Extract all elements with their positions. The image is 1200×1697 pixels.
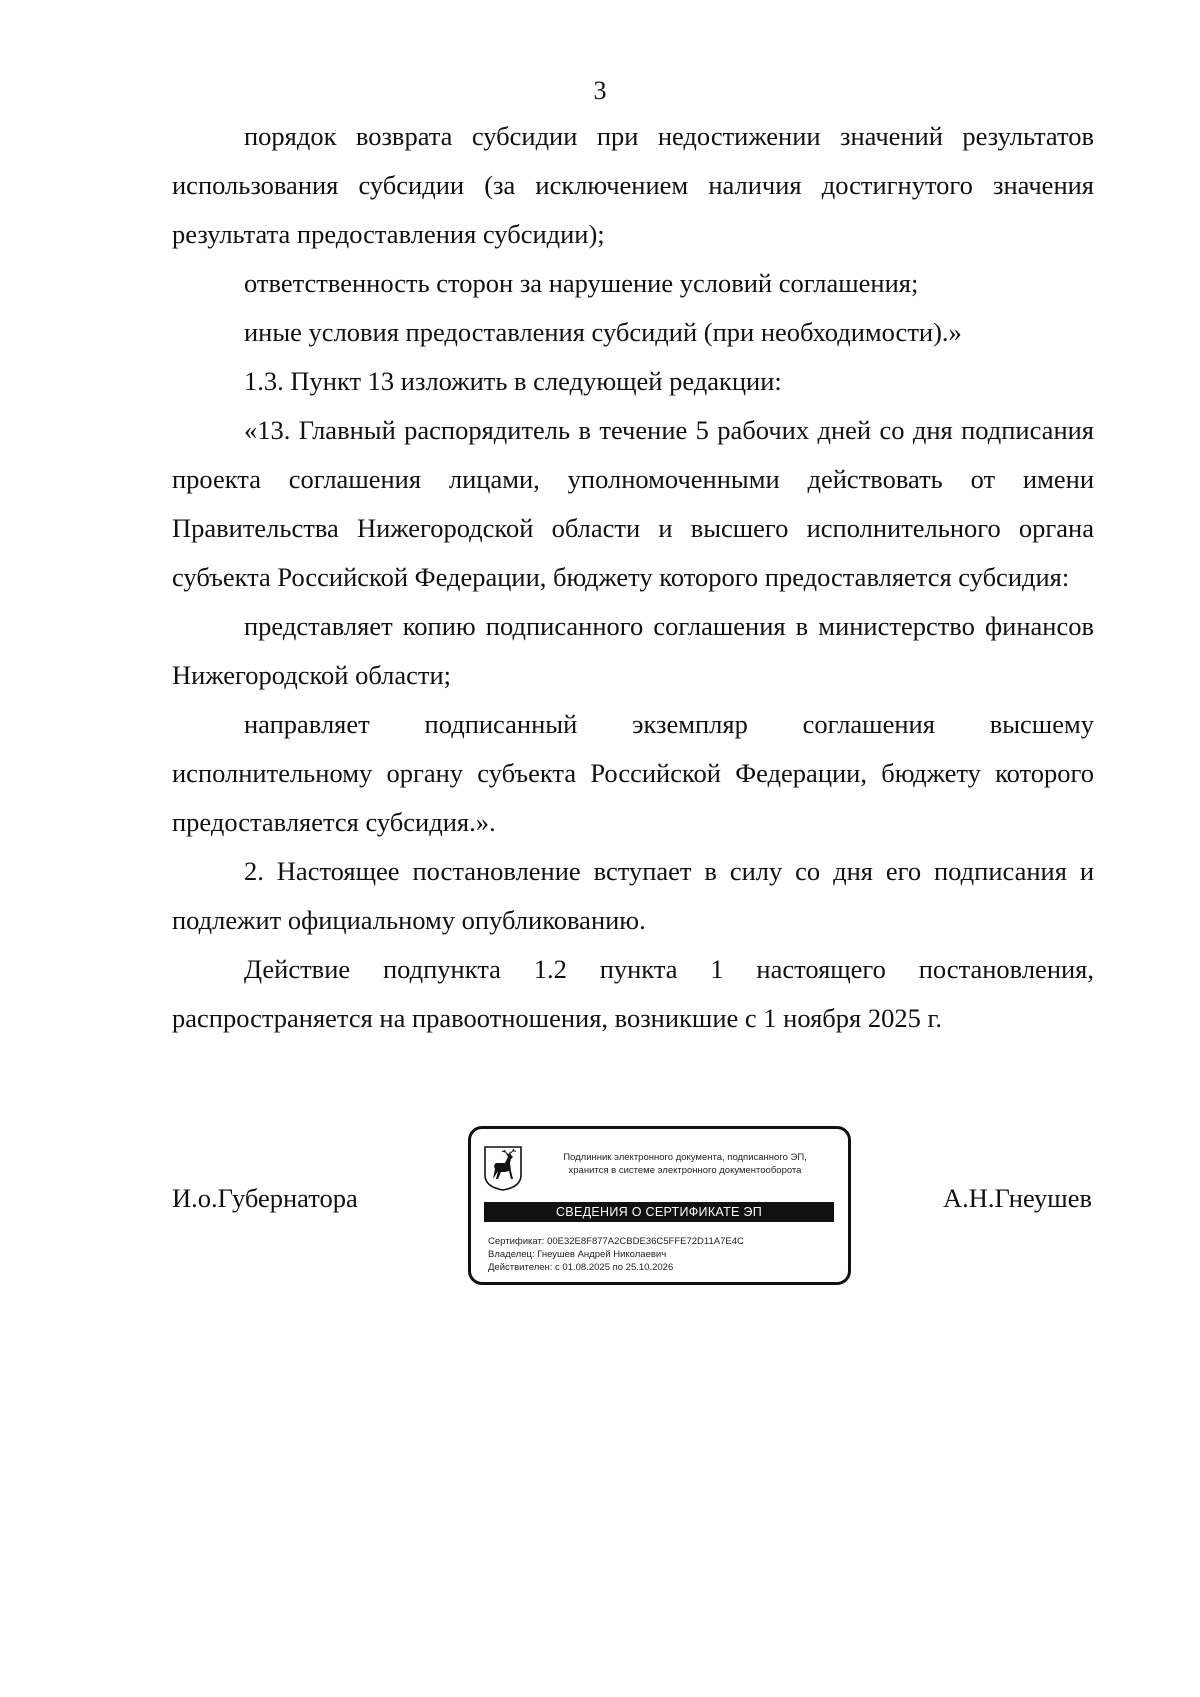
signatory-name: А.Н.Гнеушев [942,1183,1092,1213]
certificate-number: Сертификат: 00E32E8F877A2CBDE36C5FFE72D11A7E4C [488,1236,744,1247]
stamp-header-line: Подлинник электронного документа, подписанного ЭП, [563,1152,807,1163]
page-number: 3 [593,76,607,105]
paragraph: представляет копию подписанного соглашения в министерство финансов Нижегородской области; [172,611,1094,690]
signatory-position: И.о.Губернатора [172,1183,358,1213]
document-body [172,112,1094,1043]
paragraph: 1.3. Пункт 13 изложить в следующей редакции: [244,366,782,396]
certificate-owner: Владелец: Гнеушев Андрей Николаевич [488,1249,667,1260]
stamp-title-bar: СВЕДЕНИЯ О СЕРТИФИКАТЕ ЭП [484,1202,834,1222]
electronic-signature-stamp [468,1126,851,1285]
paragraph: направляет подписанный экземпляр соглашения высшему исполнительному органу субъекта Российской Федерации, бюджету которого предоставляется субсидия.». [172,709,1094,837]
paragraph: порядок возврата субсидии при недостижении значений результатов использования субсидии (за исключением наличия достигнутого значения результата предоставления субсидии); [172,121,1094,249]
stamp-details [488,1235,838,1274]
nizhny-novgorod-deer-emblem-icon [483,1145,523,1191]
stamp-header-line: хранится в системе электронного документооборота [568,1165,802,1176]
paragraph: 2. Настоящее постановление вступает в силу со дня его подписания и подлежит официальному опубликованию. [172,856,1094,935]
paragraph: иные условия предоставления субсидий (при необходимости).» [244,317,962,347]
paragraph: «13. Главный распорядитель в течение 5 рабочих дней со дня подписания проекта соглашения лицами, уполномоченными действовать от имени Правительства Нижегородской области и высшего исполнительного органа субъекта Российской Федерации, бюджету которого предоставляется субсидия: [172,415,1094,592]
paragraph: ответственность сторон за нарушение условий соглашения; [244,268,919,298]
certificate-validity: Действителен: с 01.08.2025 по 25.10.2026 [488,1262,674,1273]
paragraph: Действие подпункта 1.2 пункта 1 настоящего постановления, распространяется на правоотношения, возникшие с 1 ноября 2025 г. [172,954,1094,1033]
stamp-header [543,1151,827,1177]
